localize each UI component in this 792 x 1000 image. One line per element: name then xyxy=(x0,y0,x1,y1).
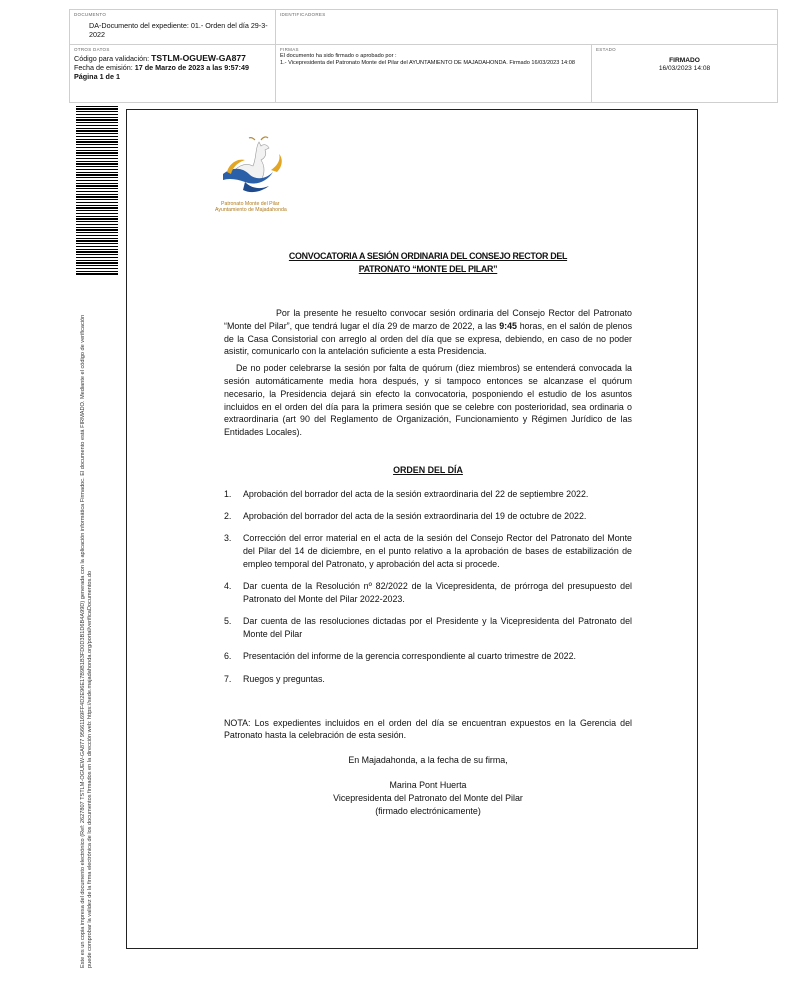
title-line1: CONVOCATORIA A SESIÓN ORDINARIA DEL CONSEJO RECTOR DEL xyxy=(288,251,568,261)
agenda-item-number: 4. xyxy=(224,581,232,592)
verification-side-text: Este es un copia impresa del documento electrónico (Ref: 2627807 TSTLM-OGUEW-GA877 95661169FF4D2E96E17B9B1B3FD0D3B1D6B4A99D) generada con la aplicación informática Firmadoc. El documento está FIRMADO. Mediante el código de verificación puede comprobar la validez de la firma electrónica de los documentos firmados en la dirección web: https://sede.majadahonda.org/portal/verificaDocumentos.do xyxy=(80,314,93,968)
agenda-item xyxy=(224,532,632,570)
codigo-prefix: Código para validación: xyxy=(74,54,150,63)
codigo-value: TSTLM-OGUEW-GA877 xyxy=(151,53,246,63)
fecha-emision xyxy=(74,63,271,72)
estado-value: FIRMADO xyxy=(669,57,700,64)
agenda-item-text: Aprobación del borrador del acta de la sesión extraordinaria del 22 de septiembre 2022. xyxy=(243,488,589,499)
agenda-item-text: Dar cuenta de la Resolución nº 82/2022 de la Vicepresidenta, de prórroga del presupuesto del Patronato del Monte del Pilar 2022-2023. xyxy=(243,581,632,605)
agenda-item-text: Corrección del error material en el acta de la sesión del Consejo Rector del Patronato del Monte del Pilar del 14 de diciembre, en el punto relativo a la aprobación de bases de estabilización de empleo temporal del Patronato, y aprobación del acta si procede. xyxy=(243,533,632,569)
orden-del-dia-title: ORDEN DEL DÍA xyxy=(393,464,463,475)
signer-role: Vicepresidenta del Patronato del Monte del Pilar xyxy=(333,792,523,803)
identificadores-cell xyxy=(276,10,777,45)
firmas-line1: El documento ha sido firmado o aprobado por : xyxy=(280,53,397,59)
agenda-item xyxy=(224,673,632,686)
agenda-item-number: 2. xyxy=(224,511,232,522)
documento-cell xyxy=(70,10,276,45)
barcode-image xyxy=(76,106,118,276)
otros-datos-label: OTROS DATOS xyxy=(74,47,110,52)
p1-time: 9:45 xyxy=(499,320,517,331)
agenda-item-text: Ruegos y preguntas. xyxy=(243,673,325,684)
p1-text-b: horas, en el salón de plenos de la Casa Consistorial con arreglo al orden del día que se expresa, debiendo, en caso de no poder asistir, comunicarlo con la antelación suficiente a esta Presidencia. xyxy=(224,320,633,357)
agenda-item-number: 5. xyxy=(224,616,232,627)
agenda-item-text: Aprobación del borrador del acta de la sesión extraordinaria del 19 de octubre de 2022. xyxy=(243,511,587,522)
estado-label: ESTADO xyxy=(596,47,616,52)
p1-text-a: Por la presente he resuelto convocar sesión ordinaria del Consejo Rector del Patronato “Monte del Pilar”, que tendrá lugar el día 29 de marzo de 2022, a las xyxy=(224,308,632,331)
documento-label: DOCUMENTO xyxy=(74,12,107,17)
estado-cell xyxy=(592,45,777,102)
agenda-item xyxy=(224,488,632,501)
agenda-item xyxy=(224,650,632,663)
place-date: En Majadahonda, a la fecha de su firma, xyxy=(348,755,508,766)
deer-logo-icon xyxy=(215,136,297,196)
agenda-item xyxy=(224,510,632,523)
fecha-prefix: Fecha de emisión: xyxy=(74,63,133,72)
pagina: Página 1 de 1 xyxy=(74,72,120,81)
document-body xyxy=(224,250,632,817)
codigo-validacion xyxy=(74,54,271,63)
otros-datos-cell xyxy=(70,45,276,102)
firmas-label: FIRMAS xyxy=(280,47,299,52)
fecha-value: 17 de Marzo de 2023 a las 9:57:49 xyxy=(134,63,250,72)
title-line2: PATRONATO “MONTE DEL PILAR” xyxy=(358,264,498,274)
logo-line1: Patronato Monte del Pilar xyxy=(221,201,280,207)
estado-date: 16/03/2023 14:08 xyxy=(658,65,711,72)
nota-text: NOTA: Los expedientes incluidos en el orden del día se encuentran expuestos en la Gerencia del Patronato hasta la celebración de esta sesión. xyxy=(224,717,632,741)
agenda-item-text: Presentación del informe de la gerencia correspondiente al cuarto trimestre de 2022. xyxy=(243,651,577,662)
agenda-item xyxy=(224,615,632,641)
firmas-line2: 1.- Vicepresidenta del Patronato Monte del Pilar del AYUNTAMIENTO DE MAJADAHONDA. Firmado 16/03/2023 14:08 xyxy=(280,60,575,66)
agenda-item-number: 1. xyxy=(224,488,232,499)
patronato-logo xyxy=(215,136,297,211)
identificadores-label: IDENTIFICADORES xyxy=(280,12,326,17)
agenda-item-number: 6. xyxy=(224,651,232,662)
agenda-item-number: 3. xyxy=(224,533,232,544)
paragraph-convocatoria xyxy=(224,307,632,358)
agenda-item-number: 7. xyxy=(224,673,232,684)
agenda-list xyxy=(224,488,632,686)
signer-name: Marina Pont Huerta xyxy=(389,779,467,790)
document-title xyxy=(224,250,632,276)
logo-line2: Ayuntamiento de Majadahonda xyxy=(215,207,287,213)
signer-note: (firmado electrónicamente) xyxy=(375,805,481,816)
agenda-item xyxy=(224,580,632,606)
document-header xyxy=(69,9,778,103)
firmas-cell xyxy=(276,45,592,102)
agenda-item-text: Dar cuenta de las resoluciones dictadas por el Presidente y la Vicepresidenta del Patronato del Monte del Pilar xyxy=(243,616,632,640)
documento-value: DA-Documento del expediente: 01.- Orden del día 29-3-2022 xyxy=(89,21,268,39)
paragraph-quorum: De no poder celebrarse la sesión por falta de quórum (diez miembros) se entenderá convocada la sesión automáticamente media hora después, y si tampoco entonces se alcanzase el quórum necesario, la Presidencia dejará sin efecto la convocatoria, posponiendo el estudio de los asuntos incluidos en el orden del día para la primera sesión que se celebre con posterioridad, sea ordinaria o extraordinaria (art 90 del Reglamento de Organización, Funcionamiento y Régimen Jurídico de las Entidades Locales). xyxy=(224,363,632,438)
